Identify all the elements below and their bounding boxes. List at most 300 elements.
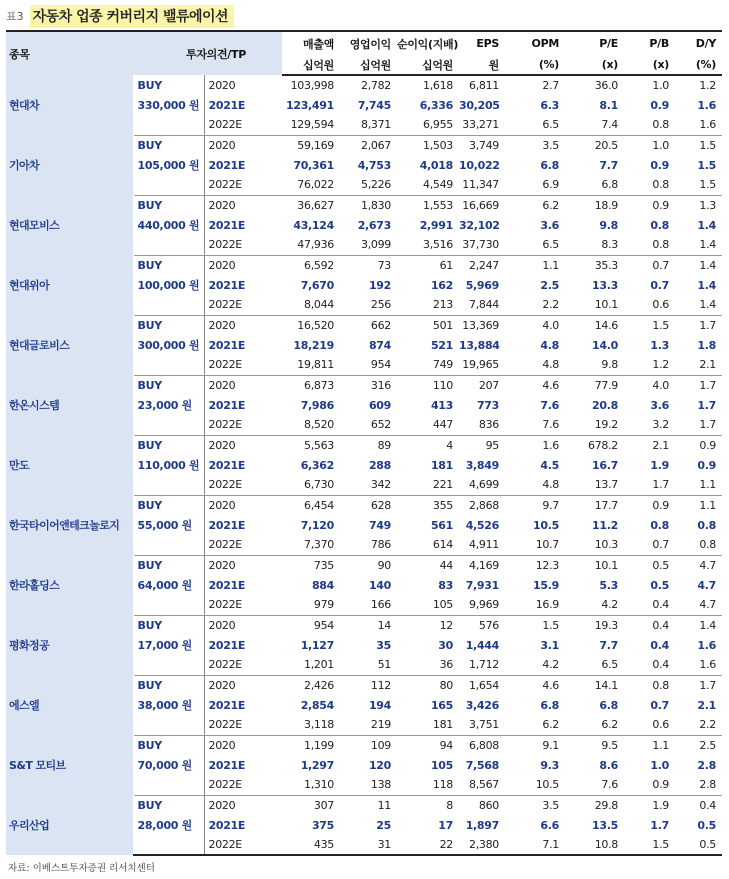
sales-value: 1,199 [304,738,334,752]
eps-value: 2,868 [469,498,499,512]
op-profit-value: 256 [340,295,397,315]
opm-value: 3.5 [542,138,559,152]
net-profit-value: 213 [397,295,459,315]
pb-value: 3.6 [650,398,669,412]
dy-value: 1.7 [697,398,716,412]
net-profit-value: 355 [432,498,453,512]
source-note: 자료: 이베스트투자증권 리서치센터 [8,863,155,874]
table-row [6,255,722,275]
net-profit-value: 181 [397,715,459,735]
eps-value: 860 [478,798,499,812]
eps-value: 6,811 [469,79,499,92]
eps-value: 8,567 [459,775,505,795]
opm-value: 6.5 [505,115,565,135]
year-label: 2021E [204,635,282,655]
target-price: 440,000 원 [137,219,200,232]
investment-opinion: BUY [137,258,162,272]
op-profit-value: 73 [377,258,391,272]
pe-value: 9.8 [565,355,624,375]
pb-value: 1.0 [652,79,669,92]
header-company: 종목 [6,31,133,75]
opm-value: 15.9 [533,578,559,592]
eps-value: 2,247 [469,258,499,272]
opm-value: 9.3 [540,758,559,772]
dy-value: 1.6 [675,655,722,675]
year-label: 2022E [204,295,282,315]
net-profit-value: 6,336 [419,98,453,112]
target-price: 300,000 원 [137,339,200,352]
net-profit-value: 94 [439,738,453,752]
sales-value: 307 [313,798,334,812]
net-profit-value: 4,018 [419,158,453,172]
eps-value: 836 [459,415,505,435]
pb-value: 1.5 [652,318,669,332]
company-name: 기아차 [6,135,133,195]
header-opinion-tp: 투자의견/TP [133,31,282,75]
op-profit-value: 749 [368,518,391,532]
unit-pb: (x) [624,55,675,75]
year-label: 2020 [204,375,282,395]
opm-value: 6.2 [542,198,559,212]
dy-value: 1.7 [699,318,716,332]
op-profit-value: 25 [376,818,391,832]
header-dy: D/Y [675,31,722,55]
opm-value: 1.5 [542,618,559,632]
empty-cell [133,715,204,735]
dy-value: 1.6 [675,115,722,135]
company-name: 한국타이어앤테크놀로지 [6,495,133,555]
opm-value: 16.9 [505,595,565,615]
year-label: 2022E [204,655,282,675]
investment-opinion: BUY [137,738,162,752]
opm-value: 4.8 [540,338,559,352]
dy-value: 1.7 [699,378,716,392]
eps-value: 4,526 [465,518,499,532]
year-label: 2022E [204,415,282,435]
eps-value: 7,568 [465,758,499,772]
table-row [6,615,722,635]
table-row [6,375,722,395]
empty-cell [133,235,204,255]
net-profit-value: 83 [438,578,453,592]
sales-value: 2,854 [300,698,334,712]
header-eps: EPS [459,31,505,55]
empty-cell [133,295,204,315]
unit-dy: (%) [675,55,722,75]
sales-value: 2,426 [304,678,334,692]
opm-value: 6.6 [540,818,559,832]
dy-value: 1.4 [675,235,722,255]
sales-value: 1,201 [282,655,340,675]
pb-value: 2.1 [652,438,669,452]
pe-value: 6.8 [599,698,618,712]
dy-value: 1.1 [699,498,716,512]
dy-value: 1.3 [699,198,716,212]
dy-value: 4.7 [699,558,716,572]
eps-value: 37,730 [459,235,505,255]
opm-value: 9.1 [542,738,559,752]
pe-value: 4.2 [565,595,624,615]
pb-value: 0.4 [624,655,675,675]
company-name: 만도 [6,435,133,495]
eps-value: 1,444 [465,638,499,652]
pe-value: 5.3 [599,578,618,592]
eps-value: 5,969 [465,278,499,292]
header-row [6,31,722,55]
pe-value: 9.8 [599,218,618,232]
pb-value: 0.8 [652,678,669,692]
year-label: 2022E [204,535,282,555]
dy-value: 2.1 [697,698,716,712]
year-label: 2022E [204,235,282,255]
dy-value: 1.2 [699,79,716,92]
eps-value: 7,844 [459,295,505,315]
net-profit-value: 221 [397,475,459,495]
pe-value: 10.1 [594,558,618,572]
sales-value: 5,563 [304,438,334,452]
net-profit-value: 6,955 [397,115,459,135]
sales-value: 19,811 [282,355,340,375]
unit-eps: 원 [459,55,505,75]
pe-value: 14.6 [594,318,618,332]
eps-value: 4,699 [459,475,505,495]
pe-value: 20.5 [594,138,618,152]
investment-opinion: BUY [137,378,162,392]
eps-value: 7,931 [465,578,499,592]
op-profit-value: 652 [340,415,397,435]
company-name: 우리산업 [6,795,133,855]
unit-net: 십억원 [397,55,459,75]
pe-value: 6.5 [565,655,624,675]
year-label: 2021E [204,695,282,715]
eps-value: 3,751 [459,715,505,735]
dy-value: 1.4 [699,258,716,272]
op-profit-value: 90 [377,558,391,572]
net-profit-value: 118 [397,775,459,795]
sales-value: 7,120 [300,518,334,532]
empty-cell [133,595,204,615]
dy-value: 0.8 [697,518,716,532]
sales-value: 7,370 [282,535,340,555]
opm-value: 1.6 [542,438,559,452]
opm-value: 4.8 [505,355,565,375]
opm-value: 6.2 [505,715,565,735]
valuation-table [6,30,722,856]
op-profit-value: 342 [340,475,397,495]
eps-value: 773 [476,398,499,412]
year-label: 2021E [204,515,282,535]
opm-value: 4.8 [505,475,565,495]
op-profit-value: 316 [370,378,391,392]
net-profit-value: 1,618 [423,79,453,92]
investment-opinion: BUY [137,558,162,572]
unit-opm: (%) [505,55,565,75]
dy-value: 1.4 [697,278,716,292]
eps-value: 32,102 [459,218,500,232]
net-profit-value: 110 [432,378,453,392]
sales-value: 6,873 [304,378,334,392]
pe-value: 20.8 [592,398,618,412]
op-profit-value: 786 [340,535,397,555]
op-profit-value: 138 [340,775,397,795]
year-label: 2022E [204,115,282,135]
sales-value: 1,297 [300,758,334,772]
opm-value: 4.6 [542,378,559,392]
dy-value: 4.7 [697,578,716,592]
eps-value: 4,169 [469,558,499,572]
op-profit-value: 120 [368,758,391,772]
net-profit-value: 8 [446,798,453,812]
sales-value: 123,491 [285,98,334,112]
pe-value: 10.8 [565,835,624,855]
op-profit-value: 109 [370,738,391,752]
pe-value: 13.7 [565,475,624,495]
table-number: 표3 [6,10,24,23]
year-label: 2022E [204,595,282,615]
net-profit-value: 44 [439,558,453,572]
net-profit-value: 3,516 [397,235,459,255]
year-label: 2020 [204,255,282,275]
pb-value: 0.7 [624,535,675,555]
pe-value: 8.6 [599,758,618,772]
eps-value: 10,022 [459,158,500,172]
opm-value: 10.5 [505,775,565,795]
opm-value: 3.1 [540,638,559,652]
year-label: 2022E [204,715,282,735]
sales-value: 43,124 [293,218,334,232]
pb-value: 1.9 [650,458,669,472]
sales-value: 7,670 [300,278,334,292]
sales-value: 954 [313,618,334,632]
company-name: 한온시스템 [6,375,133,435]
company-name: 한라홀딩스 [6,555,133,615]
target-price: 38,000 원 [137,699,193,712]
opm-value: 10.5 [533,518,559,532]
year-label: 2022E [204,475,282,495]
empty-cell [133,835,204,855]
sales-value: 103,998 [290,79,334,92]
target-price: 100,000 원 [137,279,200,292]
pe-value: 13.5 [592,818,618,832]
dy-value: 2.1 [675,355,722,375]
dy-value: 1.5 [675,175,722,195]
table-row [6,135,722,155]
sales-value: 735 [313,558,334,572]
op-profit-value: 2,067 [361,138,391,152]
opm-value: 2.5 [540,278,559,292]
year-label: 2021E [204,335,282,355]
eps-value: 19,965 [459,355,505,375]
eps-value: 30,205 [459,98,500,112]
eps-value: 207 [478,378,499,392]
dy-value: 1.4 [675,295,722,315]
pb-value: 0.8 [624,235,675,255]
op-profit-value: 140 [368,578,391,592]
table-body [6,75,722,855]
net-profit-value: 561 [430,518,453,532]
investment-opinion: BUY [137,618,162,632]
pe-value: 6.2 [565,715,624,735]
year-label: 2020 [204,615,282,635]
table-row [6,75,722,95]
dy-value: 1.6 [697,98,716,112]
year-label: 2022E [204,835,282,855]
investment-opinion: BUY [137,198,162,212]
empty-cell [133,655,204,675]
pe-value: 10.3 [565,535,624,555]
opm-value: 2.7 [542,79,559,92]
pe-value: 10.1 [565,295,624,315]
net-profit-value: 1,503 [423,138,453,152]
net-profit-value: 105 [430,758,453,772]
eps-value: 1,712 [459,655,505,675]
pe-value: 16.7 [592,458,618,472]
year-label: 2021E [204,815,282,835]
opm-value: 6.8 [540,158,559,172]
op-profit-value: 4,753 [357,158,391,172]
pb-value: 0.5 [650,578,669,592]
year-label: 2022E [204,355,282,375]
op-profit-value: 2,782 [361,79,391,92]
dy-value: 2.5 [699,738,716,752]
sales-value: 375 [311,818,334,832]
target-price: 23,000 원 [137,399,193,412]
opm-value: 2.2 [505,295,565,315]
pb-value: 0.9 [650,158,669,172]
target-price: 105,000 원 [137,159,200,172]
table-row [6,675,722,695]
pb-value: 1.2 [624,355,675,375]
company-name: S&T 모티브 [6,735,133,795]
net-profit-value: 61 [439,258,453,272]
year-label: 2021E [204,455,282,475]
op-profit-value: 14 [377,618,391,632]
pe-value: 36.0 [594,79,618,92]
header-pb: P/B [624,31,675,55]
investment-opinion: BUY [137,138,162,152]
pe-value: 8.3 [565,235,624,255]
table-row [6,435,722,455]
pb-value: 0.9 [652,198,669,212]
year-label: 2020 [204,495,282,515]
eps-value: 3,849 [465,458,499,472]
pb-value: 0.4 [624,595,675,615]
opm-value: 6.5 [505,235,565,255]
opm-value: 9.7 [542,498,559,512]
pb-value: 0.8 [650,518,669,532]
dy-value: 4.7 [675,595,722,615]
op-profit-value: 89 [377,438,391,452]
sales-value: 76,022 [282,175,340,195]
year-label: 2021E [204,275,282,295]
pe-value: 35.3 [594,258,618,272]
opm-value: 4.5 [540,458,559,472]
dy-value: 1.7 [675,415,722,435]
op-profit-value: 609 [368,398,391,412]
table-title [6,4,234,28]
net-profit-value: 181 [430,458,453,472]
eps-value: 2,380 [459,835,505,855]
pb-value: 0.9 [650,98,669,112]
pb-value: 0.7 [650,698,669,712]
table-row [6,315,722,335]
sales-value: 47,936 [282,235,340,255]
pb-value: 1.1 [652,738,669,752]
sales-value: 979 [282,595,340,615]
year-label: 2021E [204,155,282,175]
company-name: 에스엘 [6,675,133,735]
pe-value: 7.6 [565,775,624,795]
target-price: 28,000 원 [137,819,193,832]
year-label: 2021E [204,755,282,775]
empty-cell [133,115,204,135]
company-name: 현대차 [6,75,133,135]
unit-sales: 십억원 [282,55,340,75]
year-label: 2020 [204,555,282,575]
company-name: 평화정공 [6,615,133,675]
op-profit-value: 35 [376,638,391,652]
pb-value: 4.0 [652,378,669,392]
sales-value: 129,594 [282,115,340,135]
investment-opinion: BUY [137,438,162,452]
pb-value: 0.4 [652,618,669,632]
op-profit-value: 5,226 [340,175,397,195]
pe-value: 18.9 [594,198,618,212]
net-profit-value: 447 [397,415,459,435]
net-profit-value: 22 [397,835,459,855]
year-label: 2021E [204,215,282,235]
year-label: 2020 [204,195,282,215]
sales-value: 59,169 [297,138,334,152]
op-profit-value: 874 [368,338,391,352]
target-price: 330,000 원 [137,99,200,112]
year-label: 2020 [204,735,282,755]
pe-value: 7.7 [599,158,618,172]
eps-value: 3,426 [465,698,499,712]
pb-value: 0.4 [650,638,669,652]
year-label: 2020 [204,135,282,155]
net-profit-value: 749 [397,355,459,375]
eps-value: 1,654 [469,678,499,692]
table-row [6,195,722,215]
company-name: 현대위아 [6,255,133,315]
sales-value: 1,127 [300,638,334,652]
op-profit-value: 1,830 [361,198,391,212]
pe-value: 14.1 [594,678,618,692]
opm-value: 7.6 [540,398,559,412]
target-price: 17,000 원 [137,639,193,652]
net-profit-value: 521 [430,338,453,352]
net-profit-value: 36 [397,655,459,675]
pb-value: 1.0 [652,138,669,152]
dy-value: 0.4 [699,798,716,812]
eps-value: 95 [485,438,499,452]
net-profit-value: 614 [397,535,459,555]
eps-value: 576 [478,618,499,632]
opm-value: 7.6 [505,415,565,435]
op-profit-value: 662 [370,318,391,332]
op-profit-value: 954 [340,355,397,375]
net-profit-value: 501 [432,318,453,332]
pb-value: 0.9 [624,775,675,795]
pb-value: 0.5 [652,558,669,572]
pb-value: 1.5 [624,835,675,855]
dy-value: 1.4 [699,618,716,632]
company-name: 현대모비스 [6,195,133,255]
sales-value: 3,118 [282,715,340,735]
net-profit-value: 4 [446,438,453,452]
unit-op: 십억원 [340,55,397,75]
